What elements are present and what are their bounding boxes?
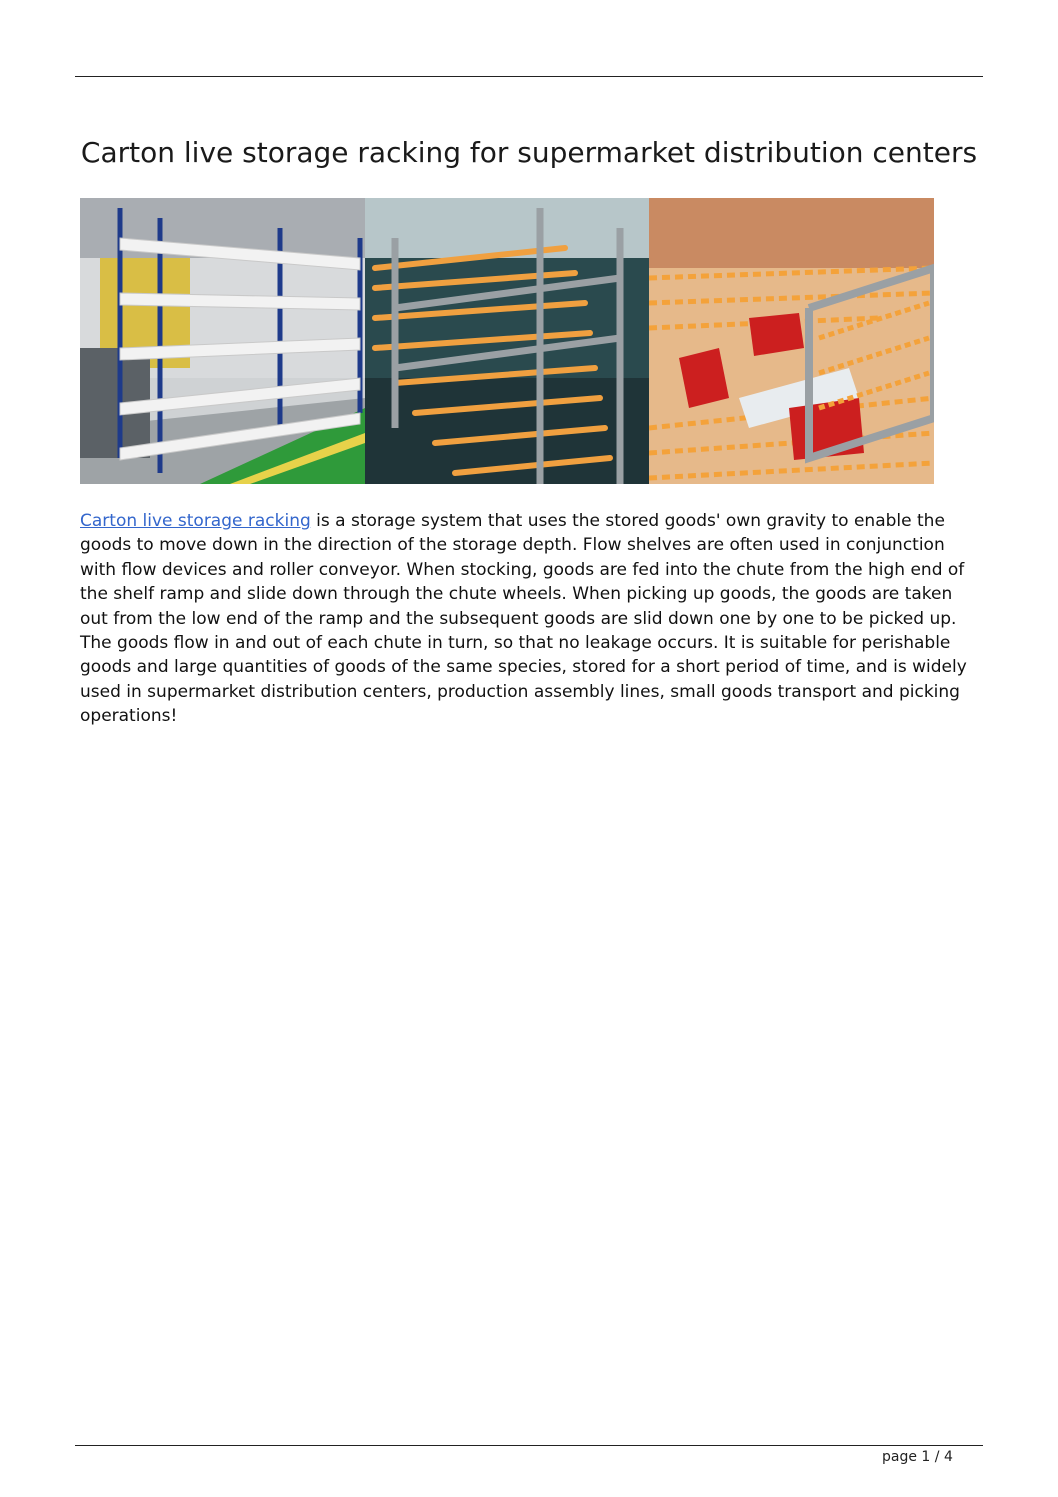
page-number: page 1 / 4 [882, 1449, 953, 1465]
rack-photo-rollers [365, 198, 650, 484]
body-paragraph [80, 509, 980, 729]
rack-photo-red-bins [649, 198, 934, 484]
rack-photo-blue [80, 198, 365, 484]
carton-live-storage-racking-link[interactable]: Carton live storage racking [80, 511, 311, 531]
footer-rule [75, 1445, 983, 1446]
photo-strip [80, 198, 934, 484]
body-paragraph-text: is a storage system that uses the stored goods' own gravity to enable the goods to move down in the direction of the storage depth. Flow shelves are often used in conjunction with flow devices and roller conveyor. When stocking, goods are fed into the chute from the high end of the shelf ramp and slide down through the chute wheels. When picking up goods, the goods are taken out from the low end of the ramp and the subsequent goods are slid down one by one to be picked up. The goods flow in and out of each chute in turn, so that no leakage occurs. It is suitable for perishable goods and large quantities of goods of the same species, stored for a short period of time, and is widely used in supermarket distribution centers, production assembly lines, small goods transport and picking operations! [80, 511, 967, 727]
header-rule [75, 76, 983, 77]
page-title: Carton live storage racking for supermarket distribution centers [80, 136, 978, 169]
